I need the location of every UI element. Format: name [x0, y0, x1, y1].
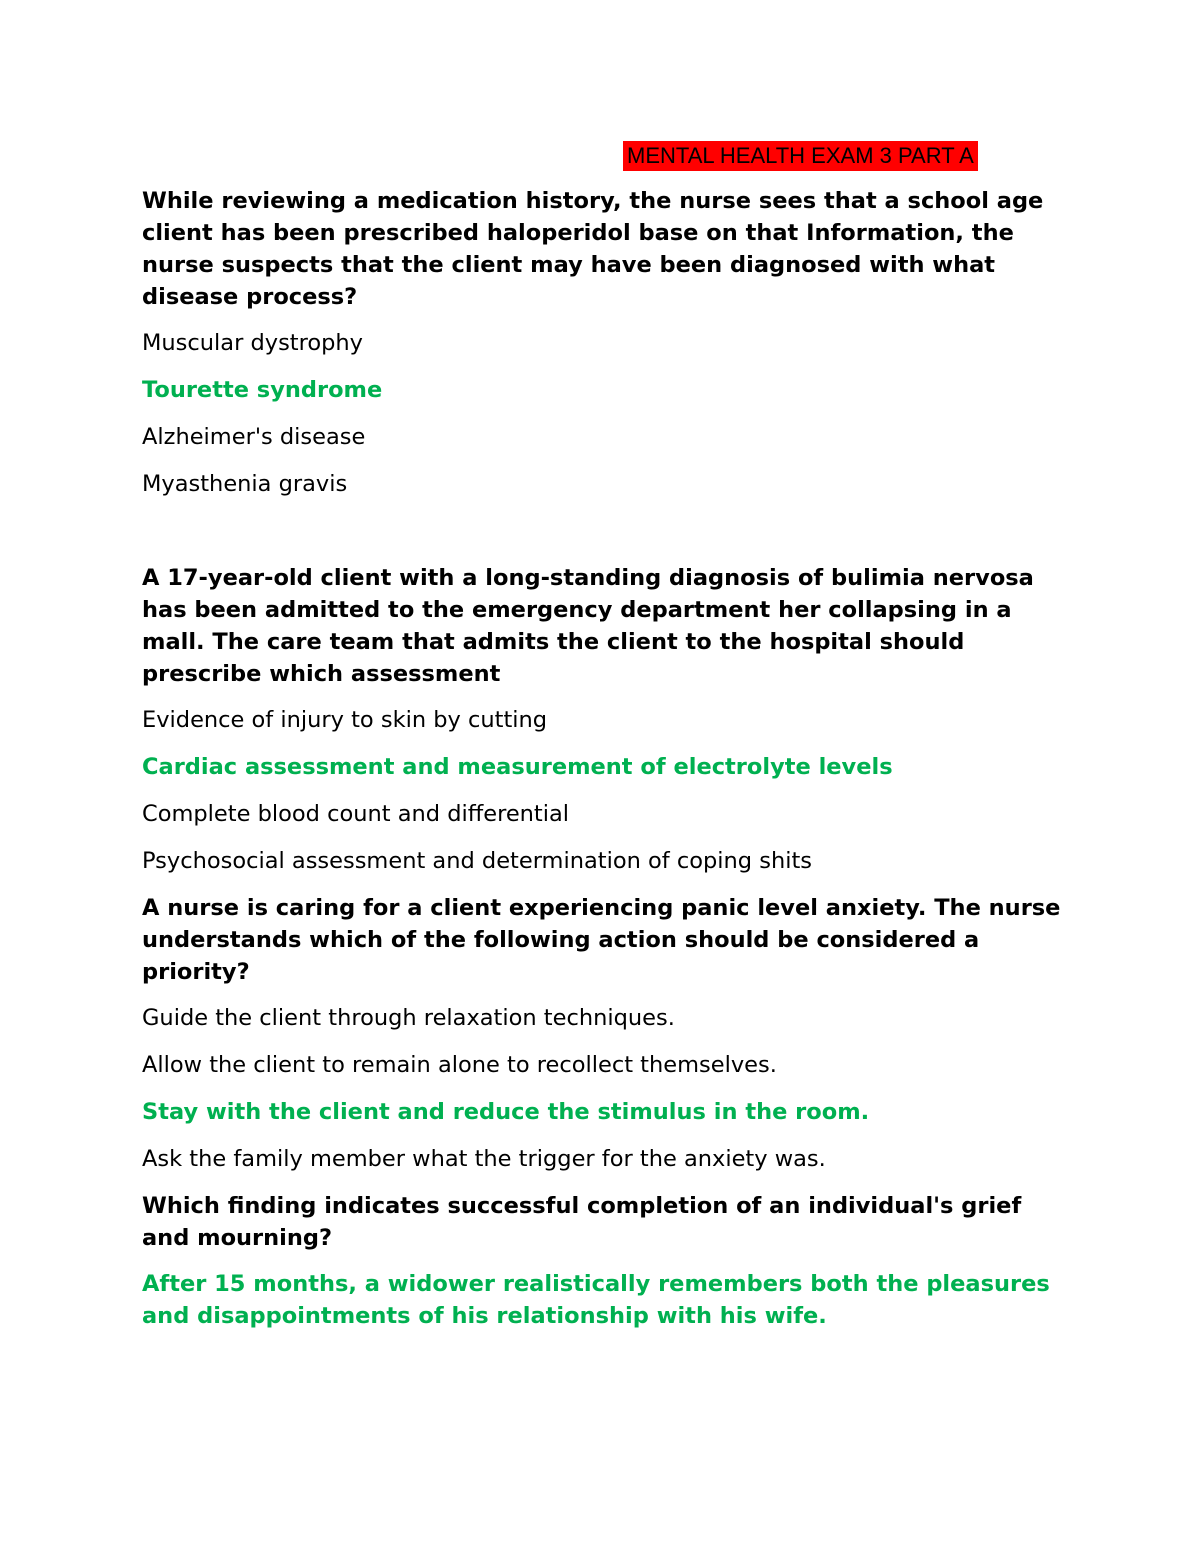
answer-option: Evidence of injury to skin by cutting [142, 707, 548, 733]
correct-answer-option: After 15 months, a widower realistically remembers both the pleasures and disappointments of his relationship with his wife. [142, 1271, 1050, 1329]
correct-answer-option: Stay with the client and reduce the stimulus in the room. [142, 1099, 870, 1125]
answer-option: Guide the client through relaxation techniques. [142, 1005, 675, 1031]
question-block-1 [142, 185, 1072, 500]
question-text: Which finding indicates successful completion of an individual's grief and mourning? [142, 1193, 1022, 1251]
question-block-3 [142, 892, 1072, 1175]
answer-option: Psychosocial assessment and determination of coping shits [142, 848, 813, 874]
question-text: While reviewing a medication history, the nurse sees that a school age client has been prescribed haloperidol base on that Information, the nurse suspects that the client may have been diagnosed with what disease process? [142, 188, 1044, 310]
question-text: A nurse is caring for a client experiencing panic level anxiety. The nurse understands which of the following action should be considered a priority? [142, 895, 1061, 985]
question-list [142, 185, 1072, 1347]
question-block-2 [142, 562, 1072, 877]
answer-option: Allow the client to remain alone to recollect themselves. [142, 1052, 777, 1078]
correct-answer-option: Tourette syndrome [142, 377, 383, 403]
title-highlight [623, 141, 978, 171]
question-text: A 17-year-old client with a long-standing diagnosis of bulimia nervosa has been admitted to the emergency department her collapsing in a mall. The care team that admits the client to the hospital should prescribe which assessment [142, 565, 1034, 687]
answer-option: Muscular dystrophy [142, 330, 363, 356]
question-block-4 [142, 1190, 1072, 1332]
correct-answer-option: Cardiac assessment and measurement of electrolyte levels [142, 754, 893, 780]
answer-option: Ask the family member what the trigger for the anxiety was. [142, 1146, 826, 1172]
answer-option: Alzheimer's disease [142, 424, 366, 450]
answer-option: Myasthenia gravis [142, 471, 348, 497]
answer-option: Complete blood count and differential [142, 801, 570, 827]
document-title: MENTAL HEALTH EXAM 3 PART A [623, 141, 978, 171]
